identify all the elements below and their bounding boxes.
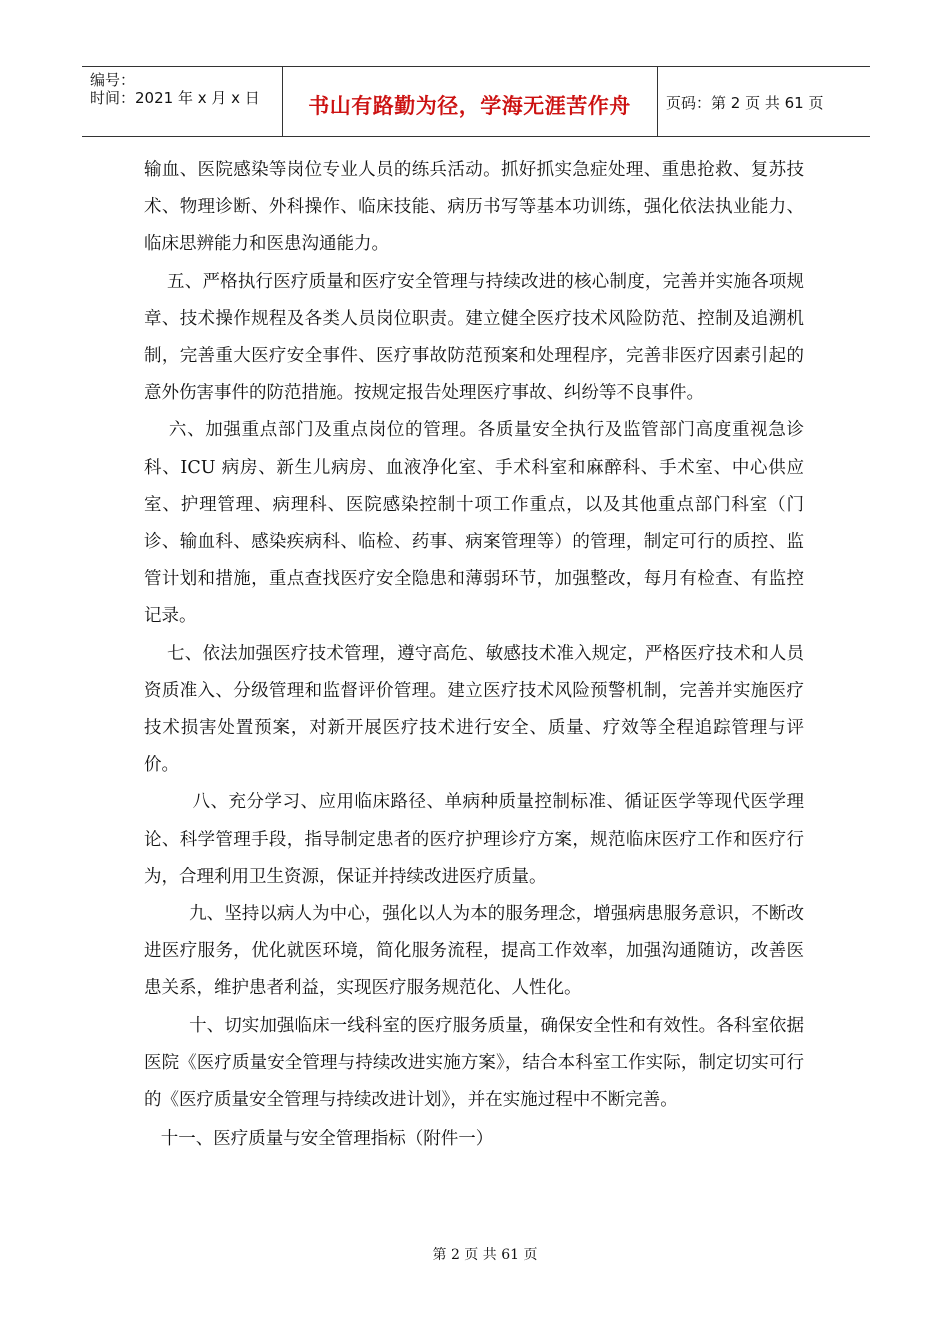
header-meta bbox=[90, 71, 260, 107]
paragraph: 七、依法加强医疗技术管理，遵守高危、敏感技术准入规定，严格医疗技术和人员资质准入、分级管理和监督评价管理。建立医疗技术风险预警机制，完善并实施医疗技术损害处置预案，对新开展医疗技术进行安全、质量、疗效等全程追踪管理与评价。 bbox=[144, 643, 804, 776]
document-number-label: 编号： bbox=[90, 71, 136, 89]
paragraph: 六、加强重点部门及重点岗位的管理。各质量安全执行及监管部门高度重视急诊科、ICU 病房、新生儿病房、血液净化室、手术科室和麻醉科、手术室、中心供应室、护理管理、病理科、医院感染控制十项工作重点，以及其他重点部门科室（门诊、输血科、感染疾病科、临检、药事、病案管理等）的管理，制定可行的质控、监管计划和措施，重点查找医疗安全隐患和薄弱环节，加强整改，每月有检查、有监控记录。 bbox=[144, 420, 804, 627]
paragraph: 输血、医院感染等岗位专业人员的练兵活动。抓好抓实急症处理、重患抢救、复苏技术、物理诊断、外科操作、临床技能、病历书写等基本功训练，强化依法执业能力、临床思辨能力和医患沟通能力。 bbox=[144, 160, 804, 255]
document-time-label: 时间：2021 年 x 月 x 日 bbox=[90, 89, 260, 107]
header-motto: 书山有路勤为径，学海无涯苦作舟 bbox=[308, 94, 631, 118]
page-header bbox=[82, 66, 870, 137]
paragraph: 十一、医疗质量与安全管理指标（附件一） bbox=[144, 1129, 494, 1150]
paragraph: 九、坚持以病人为中心，强化以人为本的服务理念，增强病患服务意识，不断改进医疗服务，优化就医环境，简化服务流程，提高工作效率，加强沟通随访，改善医患关系，维护患者利益，实现医疗服务规范化、人性化。 bbox=[144, 904, 804, 999]
document-body bbox=[144, 152, 804, 1158]
paragraph: 五、严格执行医疗质量和医疗安全管理与持续改进的核心制度，完善并实施各项规章、技术操作规程及各类人员岗位职责。建立健全医疗技术风险防范、控制及追溯机制，完善重大医疗安全事件、医疗事故防范预案和处理程序，完善非医疗因素引起的意外伤害事件的防范措施。按规定报告处理医疗事故、纠纷等不良事件。 bbox=[144, 271, 804, 404]
header-page-number: 页码：第 2 页 共 61 页 bbox=[666, 94, 824, 112]
paragraph: 十、切实加强临床一线科室的医疗服务质量，确保安全性和有效性。各科室依据医院《医疗质量安全管理与持续改进实施方案》，结合本科室工作实际，制定切实可行的《医疗质量安全管理与持续改进计划》，并在实施过程中不断完善。 bbox=[144, 1015, 804, 1111]
header-divider bbox=[657, 67, 658, 136]
paragraph: 八、充分学习、应用临床路径、单病种质量控制标准、循证医学等现代医学理论、科学管理手段，指导制定患者的医疗护理诊疗方案，规范临床医疗工作和医疗行为，合理利用卫生资源，保证并持续改进医疗质量。 bbox=[144, 792, 804, 887]
page-footer: 第 2 页 共 61 页 bbox=[432, 1247, 538, 1263]
